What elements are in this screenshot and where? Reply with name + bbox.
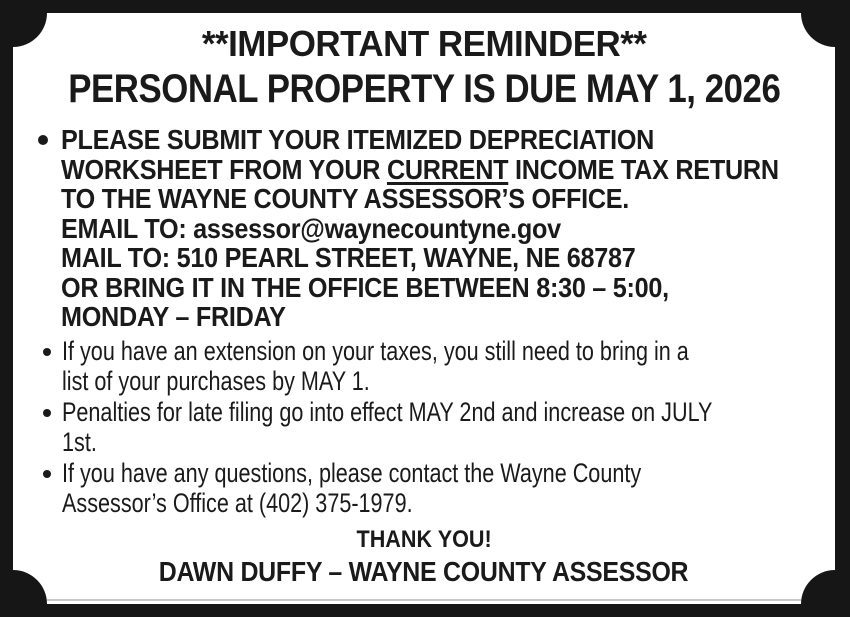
secondary-bullets — [13, 336, 835, 519]
notice-line — [61, 155, 850, 185]
notice-line — [61, 125, 850, 155]
bullet-dot — [43, 409, 51, 417]
bullet-dot — [43, 470, 51, 478]
title-due-date — [13, 66, 835, 112]
phone-line: Assessor’s Office at (402) 375-1979. — [62, 488, 413, 518]
line2-pre: WORKSHEET FROM YOUR — [61, 153, 387, 185]
notice-line-text: Penalties for late filing go into effect MAY 2nd and increase on JULY — [62, 396, 713, 427]
list-item-questions — [13, 458, 835, 519]
line2-post: INCOME TAX RETURN — [508, 153, 779, 185]
notice-line — [61, 184, 850, 214]
notice-line — [61, 214, 850, 244]
item-text — [62, 458, 786, 519]
notice-line — [62, 427, 850, 458]
main-item-text — [61, 125, 850, 332]
office-hours-line: OR BRING IT IN THE OFFICE BETWEEN 8:30 – 5:00, — [61, 271, 669, 303]
notice-line-text — [61, 155, 779, 185]
notice-line — [61, 243, 850, 273]
notice-line-text: 1st. — [62, 427, 97, 457]
bullet-list — [13, 125, 835, 519]
title-reminder-text: **IMPORTANT REMINDER** — [201, 23, 647, 64]
notice-line-text: If you have an extension on your taxes, you still need to bring in a — [62, 335, 689, 366]
notice-line-text: If you have any questions, please contact the Wayne County — [62, 457, 642, 488]
bullet-dot — [43, 348, 51, 356]
signature-line — [13, 555, 835, 588]
mail-line: MAIL TO: 510 PEARL STREET, WAYNE, NE 68787 — [61, 242, 636, 273]
list-item-extension — [13, 336, 835, 397]
notice-line — [61, 273, 850, 303]
notice-line — [62, 458, 786, 489]
notice-line — [61, 302, 850, 332]
item-text — [62, 397, 850, 458]
notice-line-text: list of your purchases by MAY 1. — [62, 366, 370, 396]
notice-line — [62, 336, 846, 367]
thank-you-line — [13, 525, 835, 555]
notice-line — [62, 488, 786, 519]
title-reminder — [13, 22, 835, 66]
list-item-main — [13, 125, 835, 332]
title-due-date-text: PERSONAL PROPERTY IS DUE MAY 1, 2026 — [67, 67, 781, 111]
notice-line — [62, 397, 850, 428]
line2-underlined-word: CURRENT — [386, 153, 509, 185]
email-line: EMAIL TO: assessor@waynecountyne.gov — [61, 212, 561, 244]
notice-line-text: PLEASE SUBMIT YOUR ITEMIZED DEPRECIATION — [61, 124, 655, 155]
office-days-line: MONDAY – FRIDAY — [61, 301, 286, 332]
notice-content — [13, 13, 835, 604]
item-text — [62, 336, 846, 397]
bullet-dot — [38, 135, 48, 145]
list-item-penalties — [13, 397, 835, 458]
notice-line-text: TO THE WAYNE COUNTY ASSESSOR’S OFFICE. — [61, 183, 630, 214]
notice-line — [62, 366, 846, 397]
thank-you-text: THANK YOU! — [356, 525, 492, 553]
signature-text: DAWN DUFFY – WAYNE COUNTY ASSESSOR — [159, 555, 689, 587]
